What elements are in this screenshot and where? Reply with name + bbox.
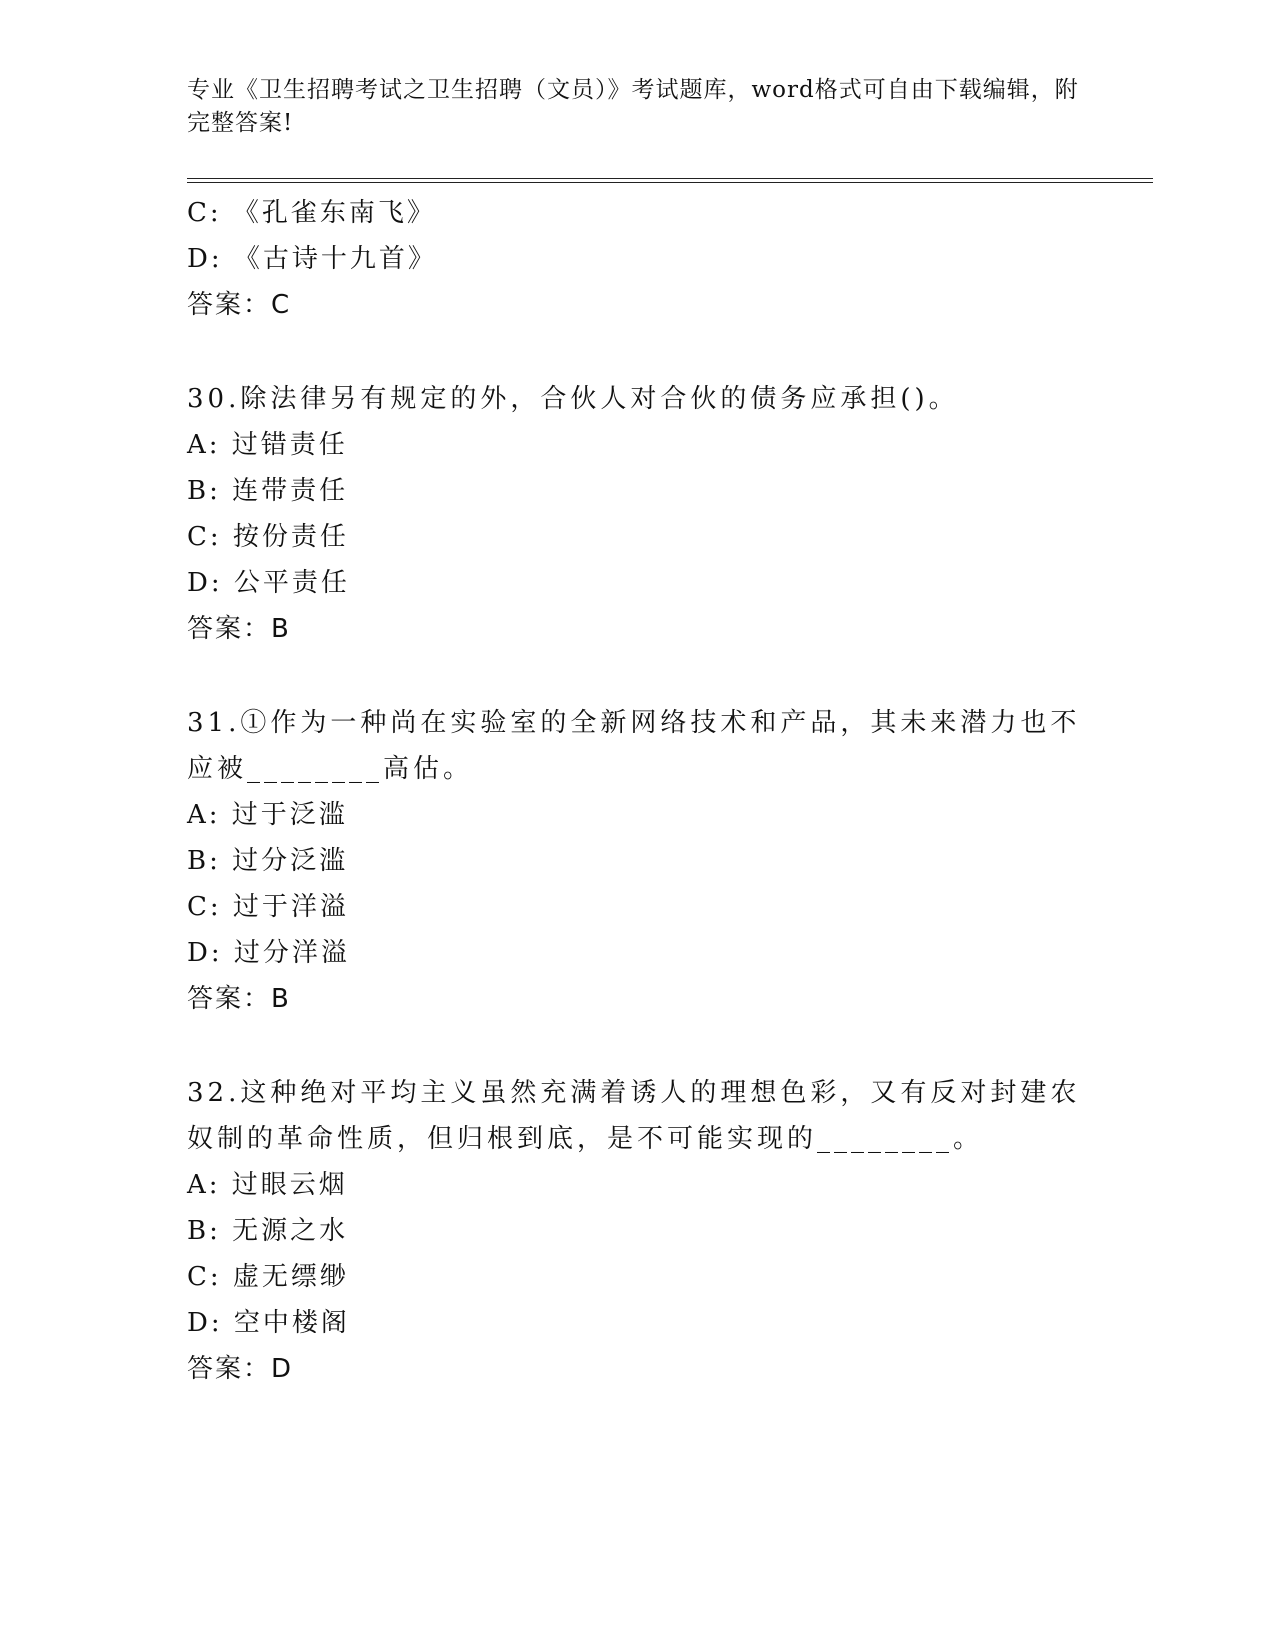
answer-line: 答案：C <box>187 290 292 320</box>
option-c: C: 《孔雀东南飞》 <box>187 198 436 228</box>
option-a: A: 过错责任 <box>187 430 348 460</box>
option-d: D: 《古诗十九首》 <box>187 244 437 274</box>
question-31 <box>187 700 1087 1022</box>
option-c: C: 虚无缥缈 <box>187 1262 349 1292</box>
option-c: C: 按份责任 <box>187 522 349 552</box>
carryover-question <box>187 190 1087 328</box>
option-d: D: 过分洋溢 <box>187 938 350 968</box>
document-header: 专业《卫生招聘考试之卫生招聘（文员）》考试题库，word格式可自由下载编辑，附完整答案! <box>187 77 1079 136</box>
option-a: A: 过于泛滥 <box>187 800 348 830</box>
header-divider <box>187 178 1153 183</box>
document-body <box>187 190 1087 1392</box>
option-b: B: 连带责任 <box>187 476 349 506</box>
option-b: B: 无源之水 <box>187 1216 349 1246</box>
question-stem: 31.①作为一种尚在实验室的全新网络技术和产品，其未来潜力也不应被________高估。 <box>187 708 1081 784</box>
answer-line: 答案：D <box>187 1354 294 1384</box>
question-stem: 32.这种绝对平均主义虽然充满着诱人的理想色彩，又有反对封建农奴制的革命性质，但归根到底，是不可能实现的________。 <box>187 1078 1081 1154</box>
option-d: D: 公平责任 <box>187 568 350 598</box>
option-a: A: 过眼云烟 <box>187 1170 348 1200</box>
option-d: D: 空中楼阁 <box>187 1308 350 1338</box>
question-32 <box>187 1070 1087 1392</box>
question-30 <box>187 376 1087 652</box>
answer-line: 答案：B <box>187 614 291 644</box>
option-c: C: 过于洋溢 <box>187 892 349 922</box>
question-stem: 30.除法律另有规定的外，合伙人对合伙的债务应承担()。 <box>187 384 959 414</box>
option-b: B: 过分泛滥 <box>187 846 349 876</box>
answer-line: 答案：B <box>187 984 291 1014</box>
